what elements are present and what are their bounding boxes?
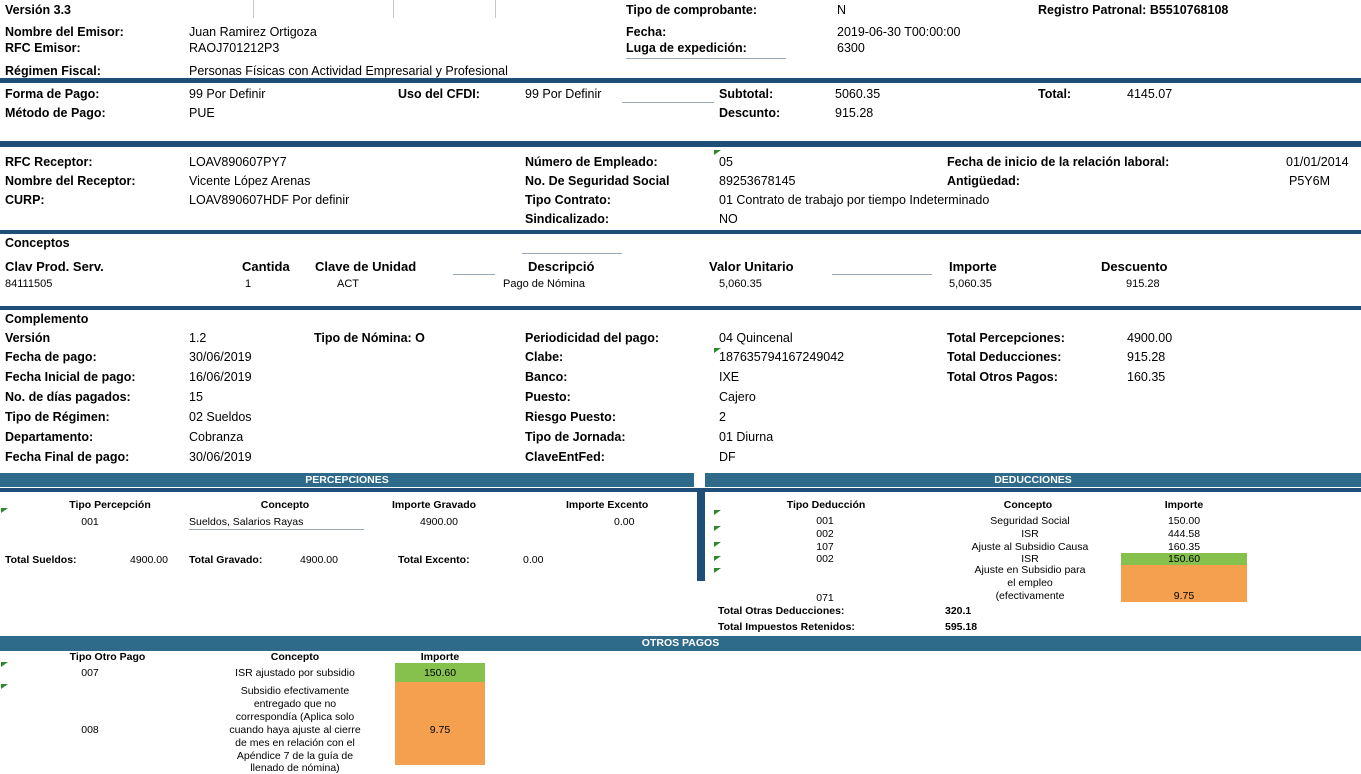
forma-pago-label: Forma de Pago: — [5, 87, 100, 101]
total-otros-pagos-label: Total Otros Pagos: — [947, 370, 1058, 384]
concepto-unidad: ACT — [337, 278, 359, 290]
ded-tipo: 071 — [816, 592, 834, 604]
nss-value: 89253678145 — [719, 174, 796, 188]
col-importe-gravado: Importe Gravado — [392, 499, 477, 511]
col-clav-prod: Clav Prod. Serv. — [5, 259, 104, 274]
ded-concepto: Seguridad Social — [990, 515, 1070, 527]
otro-pago-concepto-line: de mes en relación con el — [235, 737, 355, 749]
periodicidad-value: 04 Quincenal — [719, 331, 793, 345]
tipo-comprobante-value: N — [837, 3, 847, 17]
section-band — [0, 306, 1361, 310]
puesto-label: Puesto: — [525, 390, 571, 404]
dias-pagados-value: 15 — [189, 390, 203, 404]
otro-pago-concepto-line: Subsidio efectivamente — [240, 685, 350, 697]
concepto-valor: 5,060.35 — [719, 278, 762, 290]
registro-patronal: Registro Patronal: B5510768108 — [1038, 3, 1229, 17]
nombre-receptor-value: Vicente López Arenas — [189, 174, 311, 188]
total-sueldos-label: Total Sueldos: — [5, 554, 77, 566]
num-empleado-value: 05 — [719, 155, 733, 169]
col-concepto-deduccion: Concepto — [1003, 499, 1053, 511]
concepto-importe: 5,060.35 — [949, 278, 992, 290]
divider — [393, 0, 394, 18]
col-descripcion: Descripció — [528, 259, 595, 274]
total-otros-pagos-value: 160.35 — [1127, 370, 1166, 384]
total-otras-deducciones-value: 320.1 — [945, 605, 972, 617]
nss-label: No. De Seguridad Social — [525, 174, 670, 188]
otros-pagos-header — [0, 636, 1361, 651]
otro-pago-concepto-line: correspondía (Aplica solo — [235, 711, 355, 723]
ded-concepto: ISR — [1021, 553, 1039, 565]
col-importe-otro-pago: Importe — [420, 651, 460, 663]
tipo-regimen-label: Tipo de Régimen: — [5, 410, 110, 424]
tipo-jornada-label: Tipo de Jornada: — [525, 430, 626, 444]
otros-pagos-title: OTROS PAGOS — [641, 637, 720, 649]
curp-value: LOAV890607HDF Por definir — [189, 193, 350, 207]
version-label: Versión 3.3 — [5, 3, 72, 17]
section-divider — [697, 492, 705, 581]
tipo-contrato-label: Tipo Contrato: — [525, 193, 611, 207]
ded-concepto-line: el empleo — [1007, 577, 1053, 589]
ded-tipo: 001 — [816, 515, 834, 527]
num-empleado-label: Número de Empleado: — [525, 155, 658, 169]
ded-tipo: 107 — [816, 541, 834, 553]
lugar-label: Luga de expedición: — [626, 41, 747, 55]
section-band — [0, 141, 1361, 147]
ded-importe: 444.58 — [1167, 528, 1201, 540]
clave-ent-fed-value: DF — [719, 450, 736, 464]
forma-pago-value: 99 Por Definir — [189, 87, 266, 101]
ded-concepto: Ajuste al Subsidio Causa — [971, 541, 1089, 553]
otro-pago-concepto-line: llenado de nómina) — [250, 762, 340, 774]
otro-pago-concepto-line: Apéndice 7 de la guía de — [236, 750, 354, 762]
departamento-value: Cobranza — [189, 430, 244, 444]
nombre-emisor-label: Nombre del Emisor: — [5, 25, 124, 39]
underline — [522, 253, 622, 254]
perc-tipo: 001 — [81, 516, 99, 528]
clabe-value: 187635794167249042 — [719, 350, 845, 364]
puesto-value: Cajero — [719, 390, 756, 404]
total-label: Total: — [1038, 87, 1072, 101]
comment-marker — [714, 526, 721, 531]
col-concepto-otro-pago: Concepto — [270, 651, 320, 663]
col-importe: Importe — [949, 259, 997, 274]
total-percepciones-value: 4900.00 — [1127, 331, 1173, 345]
total-impuestos-value: 595.18 — [945, 621, 978, 633]
col-clave-unidad: Clave de Unidad — [315, 259, 417, 274]
fecha-inicio-value: 01/01/2014 — [1286, 155, 1349, 169]
col-importe-excento: Importe Excento — [566, 499, 649, 511]
sindicalizado-value: NO — [719, 212, 738, 226]
concepto-descripcion: Pago de Nómina — [503, 278, 585, 290]
rfc-receptor-label: RFC Receptor: — [5, 155, 93, 169]
col-tipo-percepcion: Tipo Percepción — [69, 499, 151, 511]
periodicidad-label: Periodicidad del pago: — [525, 331, 660, 345]
tipo-comprobante-label: Tipo de comprobante: — [626, 3, 758, 17]
otro-pago-concepto: ISR ajustado por subsidio — [235, 667, 355, 679]
divider — [495, 0, 496, 18]
departamento-label: Departamento: — [5, 430, 94, 444]
antiguedad-label: Antigüedad: — [947, 174, 1020, 188]
fecha-label: Fecha: — [626, 25, 667, 39]
ded-importe: 160.35 — [1167, 541, 1201, 553]
ded-tipo: 002 — [816, 528, 834, 540]
percepciones-header: PERCEPCIONES — [0, 473, 694, 487]
otro-pago-tipo: 008 — [81, 724, 99, 736]
tipo-contrato-value: 01 Contrato de trabajo por tiempo Indeterminado — [719, 193, 990, 207]
lugar-value: 6300 — [837, 41, 865, 55]
fecha-pago-label: Fecha de pago: — [5, 350, 97, 364]
ded-tipo: 002 — [816, 553, 834, 565]
comment-marker — [1, 508, 8, 513]
fecha-inicial-label: Fecha Inicial de pago: — [5, 370, 136, 384]
rfc-emisor-value: RAOJ701212P3 — [189, 41, 280, 55]
banco-value: IXE — [719, 370, 740, 384]
total-deducciones-label: Total Deducciones: — [947, 350, 1062, 364]
deducciones-header: DEDUCCIONES — [705, 473, 1361, 487]
concepto-descuento: 915.28 — [1126, 278, 1160, 290]
tipo-nomina: Tipo de Nómina: O — [314, 331, 425, 345]
fecha-final-label: Fecha Final de pago: — [5, 450, 130, 464]
col-importe-deduccion: Importe — [1164, 499, 1204, 511]
section-band — [0, 230, 1361, 234]
underline — [189, 529, 364, 530]
uso-cfdi-value: 99 Por Definir — [525, 87, 602, 101]
otro-pago-tipo: 007 — [81, 667, 99, 679]
ded-concepto-line: (efectivamente — [995, 590, 1065, 602]
nombre-emisor-value: Juan Ramirez Ortigoza — [189, 25, 317, 39]
total-impuestos-label: Total Impuestos Retenidos: — [718, 621, 855, 633]
total-sueldos-value: 4900.00 — [130, 554, 168, 566]
fecha-inicial-value: 16/06/2019 — [189, 370, 252, 384]
descuento-value: 915.28 — [835, 106, 874, 120]
subtotal-label: Subtotal: — [719, 87, 774, 101]
comment-marker — [714, 556, 721, 561]
total-gravado-value: 4900.00 — [300, 554, 338, 566]
perc-concepto: Sueldos, Salarios Rayas — [189, 516, 304, 528]
subtotal-value: 5060.35 — [835, 87, 881, 101]
section-band — [0, 488, 1361, 492]
total-excento-value: 0.00 — [523, 554, 544, 566]
otro-pago-importe: 150.60 — [423, 667, 457, 679]
total-gravado-label: Total Gravado: — [189, 554, 263, 566]
col-tipo-otro-pago: Tipo Otro Pago — [69, 651, 146, 663]
concepto-cantidad: 1 — [245, 278, 252, 290]
dias-pagados-label: No. de días pagados: — [5, 390, 131, 404]
section-band — [0, 78, 1361, 83]
ded-concepto-line: Ajuste en Subsidio para — [974, 564, 1086, 576]
underline — [832, 274, 932, 275]
col-cantidad: Cantida — [242, 259, 290, 274]
total-value: 4145.07 — [1127, 87, 1173, 101]
divider — [253, 0, 254, 18]
fecha-inicio-label: Fecha de inicio de la relación laboral: — [947, 155, 1170, 169]
otro-pago-concepto-line: entregado que no — [253, 698, 337, 710]
conceptos-title: Conceptos — [5, 236, 70, 250]
fecha-final-value: 30/06/2019 — [189, 450, 252, 464]
otro-pago-importe: 9.75 — [429, 724, 451, 736]
sindicalizado-label: Sindicalizado: — [525, 212, 610, 226]
concepto-clav: 84111505 — [5, 278, 53, 290]
comment-marker — [714, 542, 721, 547]
underline — [626, 58, 786, 59]
rfc-emisor-label: RFC Emisor: — [5, 41, 81, 55]
underline — [622, 102, 714, 103]
fecha-value: 2019-06-30 T00:00:00 — [837, 25, 961, 39]
total-otras-deducciones-label: Total Otras Deducciones: — [718, 605, 845, 617]
total-excento-label: Total Excento: — [398, 554, 470, 566]
riesgo-puesto-label: Riesgo Puesto: — [525, 410, 616, 424]
antiguedad-value: P5Y6M — [1289, 174, 1330, 188]
total-deducciones-value: 915.28 — [1127, 350, 1166, 364]
clabe-label: Clabe: — [525, 350, 564, 364]
tipo-regimen-value: 02 Sueldos — [189, 410, 252, 424]
ded-importe: 9.75 — [1173, 590, 1195, 602]
fecha-pago-value: 30/06/2019 — [189, 350, 252, 364]
ded-importe: 150.60 — [1121, 553, 1247, 565]
comp-version-value: 1.2 — [189, 331, 207, 345]
col-concepto-percepcion: Concepto — [260, 499, 310, 511]
rfc-receptor-value: LOAV890607PY7 — [189, 155, 287, 169]
ded-concepto: ISR — [1021, 528, 1039, 540]
riesgo-puesto-value: 2 — [719, 410, 726, 424]
comment-marker — [714, 568, 721, 573]
total-percepciones-label: Total Percepciones: — [947, 331, 1065, 345]
regimen-value: Personas Físicas con Actividad Empresarial y Profesional — [189, 64, 508, 78]
ded-importe: 150.00 — [1167, 515, 1201, 527]
comment-marker — [714, 510, 721, 515]
comment-marker — [1, 684, 8, 689]
col-tipo-deduccion: Tipo Deducción — [786, 499, 866, 511]
nombre-receptor-label: Nombre del Receptor: — [5, 174, 136, 188]
uso-cfdi-label: Uso del CFDI: — [398, 87, 480, 101]
col-descuento: Descuento — [1101, 259, 1168, 274]
comment-marker — [1, 662, 8, 667]
metodo-pago-value: PUE — [189, 106, 215, 120]
underline — [453, 274, 495, 275]
comp-version-label: Versión — [5, 331, 51, 345]
banco-label: Banco: — [525, 370, 568, 384]
tipo-jornada-value: 01 Diurna — [719, 430, 774, 444]
metodo-pago-label: Método de Pago: — [5, 106, 106, 120]
otro-pago-concepto-line: cuando haya ajuste al cierre — [229, 724, 361, 736]
col-valor-unitario: Valor Unitario — [709, 259, 794, 274]
perc-excento: 0.00 — [614, 516, 635, 528]
clave-ent-fed-label: ClaveEntFed: — [525, 450, 605, 464]
descuento-label: Descunto: — [719, 106, 781, 120]
complemento-title: Complemento — [5, 312, 89, 326]
perc-gravado: 4900.00 — [420, 516, 458, 528]
regimen-label: Régimen Fiscal: — [5, 64, 101, 78]
curp-label: CURP: — [5, 193, 45, 207]
